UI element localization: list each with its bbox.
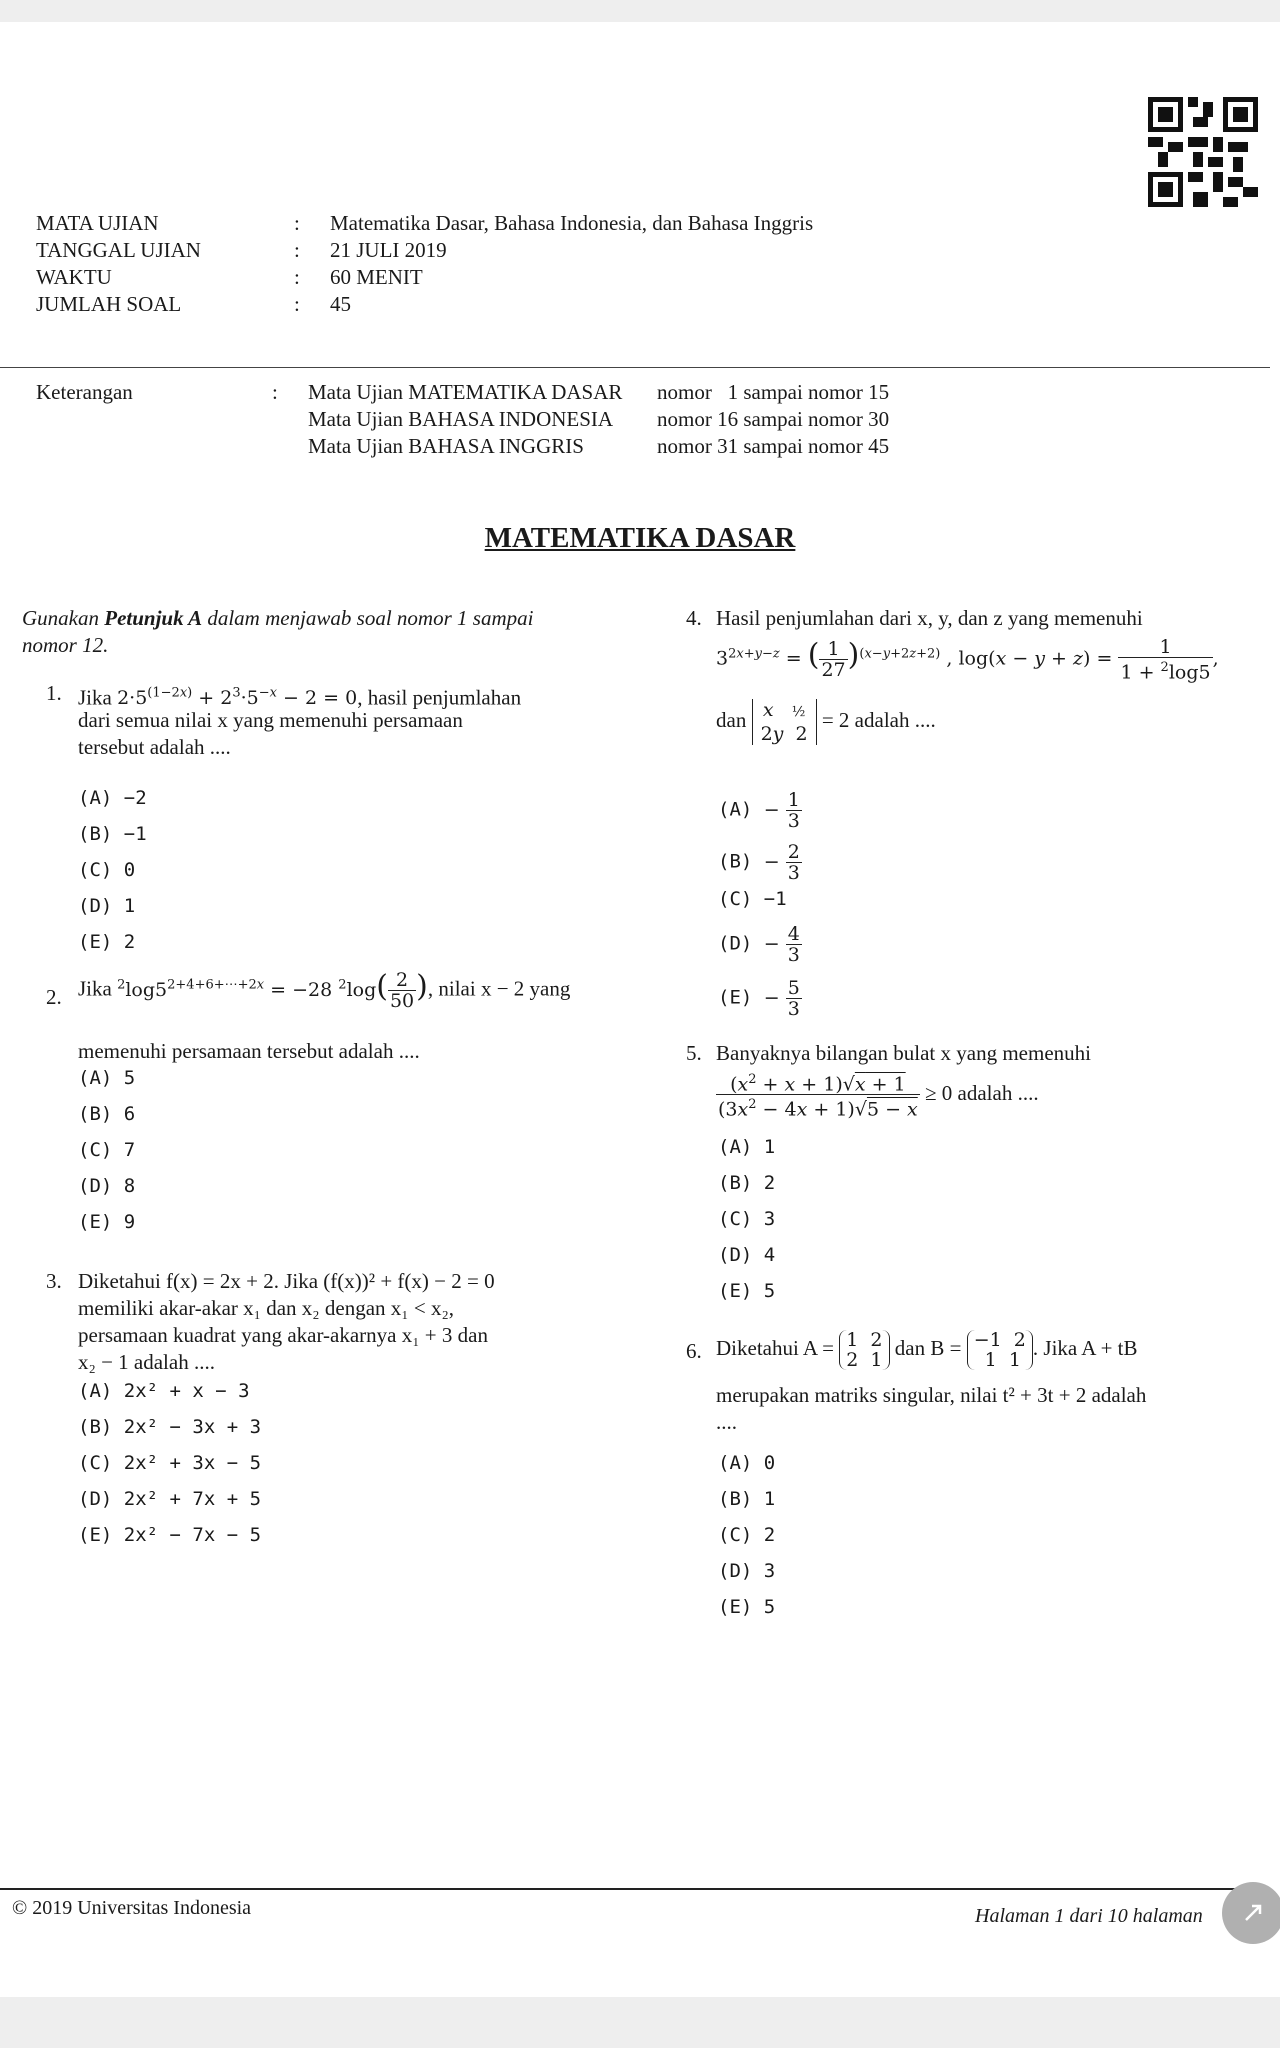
header-colon: : bbox=[294, 238, 300, 262]
q1-pre: Jika bbox=[78, 685, 118, 710]
header-value-waktu: 60 MENIT bbox=[330, 265, 423, 289]
question-1 bbox=[46, 680, 646, 759]
q5-inequality: $\frac{(x^2 + x + 1)√x + 1}{(3x^2 - 4x + 1)√5 - x}$ bbox=[718, 1072, 918, 1121]
q4-option-b[interactable] bbox=[718, 842, 802, 883]
keterangan-range-3: nomor 31 sampai nomor 45 bbox=[657, 434, 890, 458]
q6-option-d[interactable]: (D) 3 bbox=[718, 1560, 776, 1582]
q1-post: , hasil penjumlahan bbox=[357, 685, 522, 710]
q2-option-c[interactable]: (C) 7 bbox=[78, 1139, 136, 1161]
q2-option-e[interactable]: (E) 9 bbox=[78, 1211, 136, 1233]
q2-option-d[interactable]: (D) 8 bbox=[78, 1175, 136, 1197]
q2-number: 2. bbox=[46, 985, 62, 1009]
q6-matrix-b: −1 2 1 1 bbox=[967, 1330, 1033, 1370]
q3-line3: persamaan kuadrat yang akar-akarnya x₁ + 3 dan bbox=[78, 1323, 488, 1347]
q6-matrix-a: 1 2 2 1 bbox=[839, 1330, 889, 1370]
q4-option-c-label: (C) bbox=[718, 888, 753, 910]
q5-option-c[interactable]: (C) 3 bbox=[718, 1208, 776, 1230]
q1-line3: tersebut adalah .... bbox=[78, 735, 231, 759]
q3-line4: x₂ − 1 adalah .... bbox=[78, 1350, 215, 1374]
q6-option-e[interactable]: (E) 5 bbox=[718, 1596, 776, 1618]
q3-option-a[interactable]: (A) 2x² + x − 3 bbox=[78, 1380, 250, 1402]
q1-option-a[interactable]: (A) −2 bbox=[78, 787, 147, 809]
q4-equation-1: $3^{2x+y-z}$ = ( $\frac{1}{27}$ )$^{(x-y+2z+2)}$ , log(x − y + z) = $\frac{1}{1 + ^2\log 5}$ , bbox=[716, 636, 1219, 684]
instruction-line2: nomor 12. bbox=[22, 633, 109, 657]
q4-option-e[interactable] bbox=[718, 978, 802, 1019]
header-label-waktu: WAKTU bbox=[36, 265, 112, 289]
header-value-jumlah: 45 bbox=[330, 292, 351, 316]
q4-option-e-label: (E) bbox=[718, 986, 753, 1009]
q5-option-a[interactable]: (A) 1 bbox=[718, 1136, 776, 1158]
q3-option-b[interactable]: (B) 2x² − 3x + 3 bbox=[78, 1416, 262, 1438]
q5-line1: Banyaknya bilangan bulat x yang memenuhi bbox=[716, 1041, 1091, 1065]
q5-option-e[interactable]: (E) 5 bbox=[718, 1280, 776, 1302]
q4-determinant: x ½ 2y 2 bbox=[752, 699, 817, 745]
keterangan-subject-1: Mata Ujian MATEMATIKA DASAR bbox=[308, 380, 623, 404]
section-title bbox=[0, 522, 1280, 555]
header-colon: : bbox=[294, 265, 300, 289]
question-5 bbox=[686, 1040, 1246, 1121]
footer-divider bbox=[0, 1888, 1270, 1890]
q4-tail: = 2 adalah .... bbox=[821, 707, 936, 732]
header-label-mata-ujian: MATA UJIAN bbox=[36, 211, 159, 235]
q6-line3: .... bbox=[716, 1410, 737, 1434]
q5-option-d[interactable]: (D) 4 bbox=[718, 1244, 776, 1266]
q1-option-d[interactable]: (D) 1 bbox=[78, 895, 136, 917]
header-colon: : bbox=[294, 211, 300, 235]
keterangan-label: Keterangan bbox=[36, 380, 133, 404]
q1-option-e[interactable]: (E) 2 bbox=[78, 931, 136, 953]
header-value-mata-ujian: Matematika Dasar, Bahasa Indonesia, dan Bahasa Inggris bbox=[330, 211, 814, 235]
q4-option-a-value: − $\frac{1}{3}$ bbox=[763, 789, 800, 832]
divider bbox=[0, 367, 1270, 368]
keterangan-subject-2: Mata Ujian BAHASA INDONESIA bbox=[308, 407, 614, 431]
q1-option-b[interactable]: (B) −1 bbox=[78, 823, 147, 845]
q6-line2: merupakan matriks singular, nilai t² + 3t + 2 adalah bbox=[716, 1383, 1147, 1407]
q4-option-e-value: − $\frac{5}{3}$ bbox=[763, 977, 800, 1020]
q3-option-c[interactable]: (C) 2x² + 3x − 5 bbox=[78, 1452, 262, 1474]
keterangan-range-1: nomor 1 sampai nomor 15 bbox=[657, 380, 890, 404]
q1-equation: $2\cdot 5^{(1-2x)} + 2^3\cdot 5^{-x} - 2 = 0$ bbox=[117, 686, 358, 710]
question-6 bbox=[686, 1329, 1246, 1434]
question-3 bbox=[46, 1268, 646, 1374]
question-2 bbox=[46, 968, 646, 1063]
q4-option-c[interactable] bbox=[718, 888, 787, 910]
q6-pre: Diketahui A = bbox=[716, 1335, 835, 1360]
header-label-jumlah: JUMLAH SOAL bbox=[36, 292, 182, 316]
q3-line2: memiliki akar-akar x₁ dan x₂ dengan x₁ < x₂, bbox=[78, 1296, 455, 1320]
q3-option-e[interactable]: (E) 2x² − 7x − 5 bbox=[78, 1524, 262, 1546]
q6-option-a[interactable]: (A) 0 bbox=[718, 1452, 776, 1474]
q1-number: 1. bbox=[46, 681, 62, 705]
instruction bbox=[22, 605, 642, 659]
q2-pre: Jika bbox=[78, 976, 118, 1001]
header-label-tanggal: TANGGAL UJIAN bbox=[36, 238, 201, 262]
header-value-tanggal: 21 JULI 2019 bbox=[330, 238, 447, 262]
q4-dan: dan bbox=[716, 707, 747, 732]
q3-number: 3. bbox=[46, 1269, 62, 1293]
q5-tail: ≥ 0 adalah .... bbox=[925, 1080, 1039, 1105]
q4-option-a[interactable] bbox=[718, 790, 802, 831]
q4-option-b-value: − $\frac{2}{3}$ bbox=[763, 841, 800, 884]
q4-line1: Hasil penjumlahan dari x, y, dan z yang memenuhi bbox=[716, 606, 1143, 630]
instruction-suffix: dalam menjawab soal nomor 1 sampai bbox=[202, 606, 534, 630]
q4-option-d-label: (D) bbox=[718, 932, 753, 955]
q1-line2: dari semua nilai x yang memenuhi persamaan bbox=[78, 708, 463, 732]
header-colon: : bbox=[294, 292, 300, 316]
q4-number: 4. bbox=[686, 606, 702, 630]
instruction-prefix: Gunakan bbox=[22, 606, 105, 630]
q1-option-c[interactable]: (C) 0 bbox=[78, 859, 136, 881]
keterangan-range-2: nomor 16 sampai nomor 30 bbox=[657, 407, 890, 431]
q4-option-a-label: (A) bbox=[718, 798, 753, 821]
q2-option-a[interactable]: (A) 5 bbox=[78, 1067, 136, 1089]
q3-line1: Diketahui f(x) = 2x + 2. Jika (f(x))² + f(x) − 2 = 0 bbox=[78, 1269, 495, 1293]
section-title-text: MATEMATIKA DASAR bbox=[484, 522, 796, 554]
q3-option-d[interactable]: (D) 2x² + 7x + 5 bbox=[78, 1488, 262, 1510]
q2-option-b[interactable]: (B) 6 bbox=[78, 1103, 136, 1125]
q5-number: 5. bbox=[686, 1041, 702, 1065]
footer-page-number: Halaman 1 dari 10 halaman bbox=[975, 1905, 1203, 1927]
keterangan-colon: : bbox=[272, 380, 278, 404]
keterangan-subject-3: Mata Ujian BAHASA INGGRIS bbox=[308, 434, 584, 458]
scroll-handle[interactable] bbox=[1222, 1882, 1280, 1944]
q6-mid: dan B = bbox=[894, 1335, 962, 1360]
qr-code-icon bbox=[1148, 97, 1258, 207]
exam-page bbox=[0, 22, 1280, 1997]
q6-option-b[interactable]: (B) 1 bbox=[718, 1488, 776, 1510]
q6-post: . Jika A + tB bbox=[1032, 1335, 1138, 1360]
q4-option-b-label: (B) bbox=[718, 850, 753, 873]
instruction-bold: Petunjuk A bbox=[104, 606, 203, 630]
q6-number: 6. bbox=[686, 1339, 702, 1363]
q4-option-d-value: − $\frac{4}{3}$ bbox=[763, 923, 800, 966]
question-4 bbox=[686, 605, 1246, 745]
q6-option-c[interactable]: (C) 2 bbox=[718, 1524, 776, 1546]
footer-copyright: © 2019 Universitas Indonesia bbox=[12, 1897, 252, 1919]
scroll-arrow-icon bbox=[1222, 1882, 1280, 1944]
q2-line2: memenuhi persamaan tersebut adalah .... bbox=[78, 1039, 420, 1063]
q4-option-d[interactable] bbox=[718, 924, 802, 965]
q2-post: , nilai x − 2 yang bbox=[427, 976, 571, 1001]
q5-option-b[interactable]: (B) 2 bbox=[718, 1172, 776, 1194]
q2-equation: $^2\log 5^{2+4+6+\cdots+2x} = -28$ $^2$log( $\frac{2}{50}$ ) bbox=[117, 968, 428, 1012]
q4-option-c-value: −1 bbox=[763, 888, 787, 910]
